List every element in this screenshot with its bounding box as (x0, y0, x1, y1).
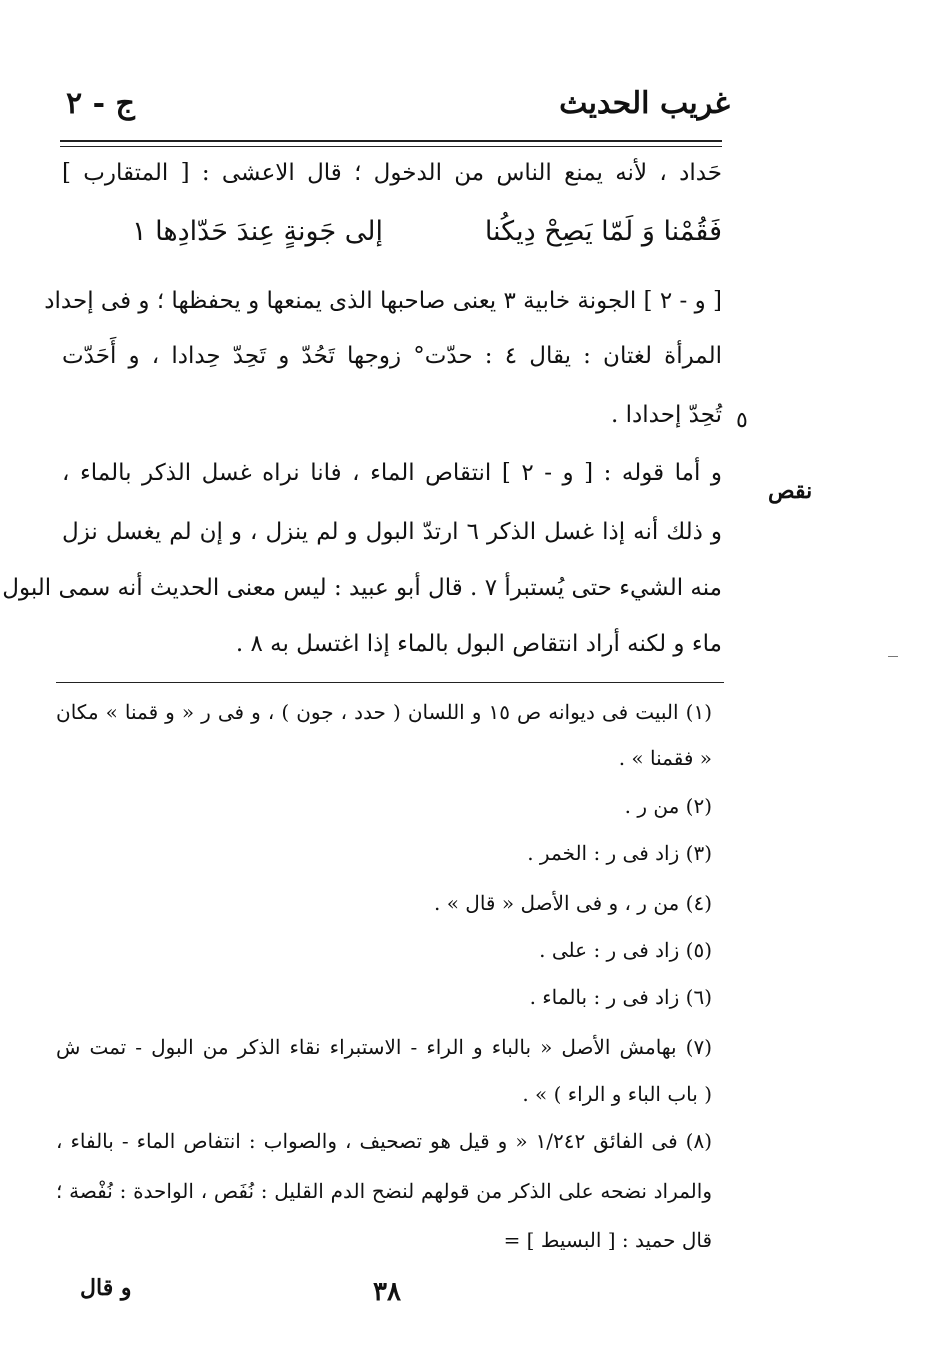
footnote-line-5: (٤) من ر ، و فى الأصل « قال » . (434, 891, 712, 915)
catchword: و قال (80, 1275, 132, 1301)
body-line-8: ماء و لكنه أراد انتقاص البول بالماء إذا اغتسل به ٨ . (235, 631, 722, 657)
body-line-7: منه الشيء حتى يُستبرأ ٧ . قال أبو عبيد : ليس معنى الحديث أنه سمى البول (2, 575, 722, 601)
footnote-line-11: والمراد نضحه على الذكر من قولهم لنضح الدم القليل : نُفَص ، الواحدة : نُفْصة ؛ (56, 1179, 712, 1203)
margin-mark (888, 656, 898, 657)
verse-second-hemistich: إلى جَونةٍ عِندَ حَدّادِها ١ (132, 216, 383, 247)
footnote-line-3: (٢) من ر . (624, 794, 712, 818)
footnote-line-4: (٣) زاد فى ر : الخمر . (527, 841, 712, 865)
footnote-line-1: (١) البيت فى ديوانه ص ١٥ و اللسان ( حدد ، جون ) ، و فى ر « و قمنا » مكان (56, 700, 713, 724)
running-head-volume: ج - ٢ (66, 86, 135, 121)
footnote-separator (56, 682, 724, 683)
header-rule-thick (60, 140, 722, 142)
margin-note: نقص (768, 478, 813, 504)
verse-line (122, 216, 722, 247)
footnote-line-8: (٧) بهامش الأصل « بالباء و الراء - الاستبراء نقاء الذكر من البول - تمت ش (56, 1035, 712, 1059)
body-line-6: و ذلك أنه إذا غسل الذكر ٦ ارتدّ البول و لم ينزل ، و إن لم يغسل نزل (62, 519, 722, 545)
footnote-line-6: (٥) زاد فى ر : على . (539, 938, 712, 962)
verse-first-hemistich: فَقُمْنا وَ لَمّا يَصِحْ دِيكُنا (484, 216, 722, 247)
footnote-line-7: (٦) زاد فى ر : بالماء . (529, 985, 712, 1009)
footnote-line-12: قال حميد : [ البسيط ] = (503, 1228, 712, 1252)
footnote-line-10: (٨) فى الفائق ١/٢٤٢ « و قيل هو تصحيف ، والصواب : انتفاص الماء - بالفاء ، (56, 1129, 713, 1153)
footnote-line-2: « فقمنا » . (618, 746, 712, 770)
body-line-1: حَداد ، لأنه يمنع الناس من الدخول ؛ قال الاعشى : [ المتقارب ] (62, 160, 722, 186)
running-head-title: غريب الحديث (559, 86, 730, 121)
body-line-4: تُحِدّ إحدادا . (611, 402, 722, 428)
body-line-3: المرأة لغتان : يقال ٤ : حدّت° زوجها تَحُدّ و تَحِدّ حِدادا ، و أَحَدّت (62, 343, 722, 369)
body-line-5: و أما قوله : [ و - ٢ ] انتقاص الماء ، فانا نراه غسل الذكر بالماء ، (62, 460, 722, 486)
footnote-line-9: ( باب الباء و الراء ) » . (522, 1082, 712, 1106)
body-line-2: [ و - ٢ ] الجونة خابية ٣ يعنى صاحبها الذى يمنعها و يحفظها ؛ و فى إحداد (44, 288, 722, 314)
margin-line-number: ٥ (736, 408, 748, 433)
page-number: ٣٨ (373, 1277, 401, 1307)
header-rule-thin (60, 146, 722, 147)
